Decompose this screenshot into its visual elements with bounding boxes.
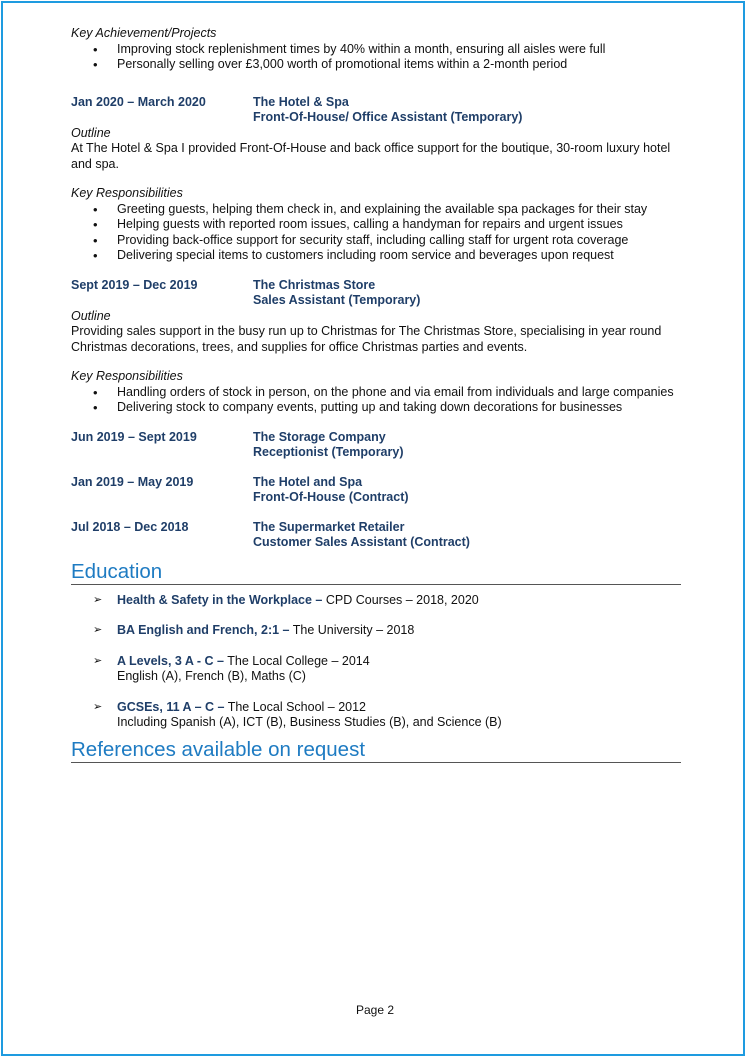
job-role: Customer Sales Assistant (Contract) (253, 535, 470, 549)
list-item: • Handling orders of stock in person, on the phone and via email from individuals and large companies (117, 385, 681, 401)
outline-heading: Outline (71, 125, 111, 140)
job-dates: Sept 2019 – Dec 2019 (71, 277, 198, 292)
responsibilities-list (71, 385, 681, 416)
list-item: • Greeting guests, helping them check in, and explaining the available spa packages for their stay (117, 202, 681, 218)
job-entry (71, 430, 681, 461)
arrow-bullet-icon: ➢ (93, 654, 103, 667)
outline-text: At The Hotel & Spa I provided Front-Of-House and back office support for the boutique, 30-room luxury hotel and spa. (71, 141, 671, 171)
job-titles (253, 520, 470, 551)
responsibilities-heading: Key Responsibilities (71, 369, 183, 383)
education-heading: Education (71, 560, 681, 585)
job-entry (71, 278, 681, 309)
job-employer: The Hotel and Spa (253, 474, 363, 489)
qualification-institution: The University – 2018 (289, 623, 415, 637)
job-titles (253, 95, 522, 126)
arrow-bullet-icon: ➢ (93, 700, 103, 713)
qualification-name: BA English and French, 2:1 – (117, 623, 290, 637)
outline-heading: Outline (71, 308, 111, 323)
list-item: • Delivering special items to customers including room service and beverages upon request (117, 248, 681, 264)
education-item (71, 593, 681, 609)
qualification-name: GCSEs, 11 A – C – (117, 699, 225, 714)
job-entry (71, 475, 681, 506)
job-entry (71, 520, 681, 551)
job-role: Front-Of-House (Contract) (253, 490, 409, 504)
page-number: Page 2 (355, 1003, 395, 1017)
qualification-name: Health & Safety in the Workplace – (117, 592, 323, 607)
achievements-heading: Key Achievement/Projects (71, 26, 217, 40)
list-item: • Delivering stock to company events, putting up and taking down decorations for businesses (117, 400, 681, 416)
education-list (71, 593, 681, 731)
job-employer: The Christmas Store (253, 277, 376, 292)
arrow-bullet-icon: ➢ (93, 593, 103, 606)
references-heading: References available on request (71, 738, 681, 763)
qualification-institution: The Local College – 2014 (223, 653, 370, 668)
job-titles (253, 430, 404, 461)
list-item: • Providing back-office support for security staff, including calling staff for urgent rota coverage (117, 233, 681, 249)
education-item (71, 623, 681, 639)
job-dates: Jul 2018 – Dec 2018 (71, 519, 189, 534)
qualification-detail: English (A), French (B), Maths (C) (117, 669, 306, 683)
list-item: • Helping guests with reported room issues, calling a handyman for repairs and urgent issues (117, 217, 681, 233)
qualification-name: A Levels, 3 A - C – (117, 653, 224, 668)
job-titles (253, 278, 420, 309)
job-employer: The Hotel & Spa (253, 94, 349, 109)
job-role: Sales Assistant (Temporary) (253, 293, 421, 307)
responsibilities-heading: Key Responsibilities (71, 186, 183, 200)
job-dates: Jan 2020 – March 2020 (71, 94, 206, 109)
list-item: • Improving stock replenishment times by 40% within a month, ensuring all aisles were full (117, 42, 681, 58)
qualification-institution: CPD Courses – 2018, 2020 (322, 592, 479, 607)
cv-page-content (71, 26, 681, 763)
job-dates: Jun 2019 – Sept 2019 (71, 429, 197, 444)
job-entry (71, 95, 681, 126)
qualification-institution: The Local School – 2012 (224, 699, 367, 714)
education-item (71, 700, 681, 731)
education-item (71, 654, 681, 685)
list-item: • Personally selling over £3,000 worth of promotional items within a 2-month period (117, 57, 681, 73)
job-role: Front-Of-House/ Office Assistant (Temporary) (253, 110, 523, 124)
job-titles (253, 475, 409, 506)
job-employer: The Supermarket Retailer (253, 519, 405, 534)
qualification-detail: Including Spanish (A), ICT (B), Business Studies (B), and Science (B) (117, 715, 502, 729)
responsibilities-list (71, 202, 681, 264)
job-dates: Jan 2019 – May 2019 (71, 474, 194, 489)
job-employer: The Storage Company (253, 429, 386, 444)
achievements-list (71, 42, 681, 73)
outline-text: Providing sales support in the busy run up to Christmas for The Christmas Store, specialising in year round Christmas decorations, trees, and supplies for office Christmas parties and events. (71, 324, 662, 354)
job-role: Receptionist (Temporary) (253, 445, 404, 459)
arrow-bullet-icon: ➢ (93, 624, 103, 636)
